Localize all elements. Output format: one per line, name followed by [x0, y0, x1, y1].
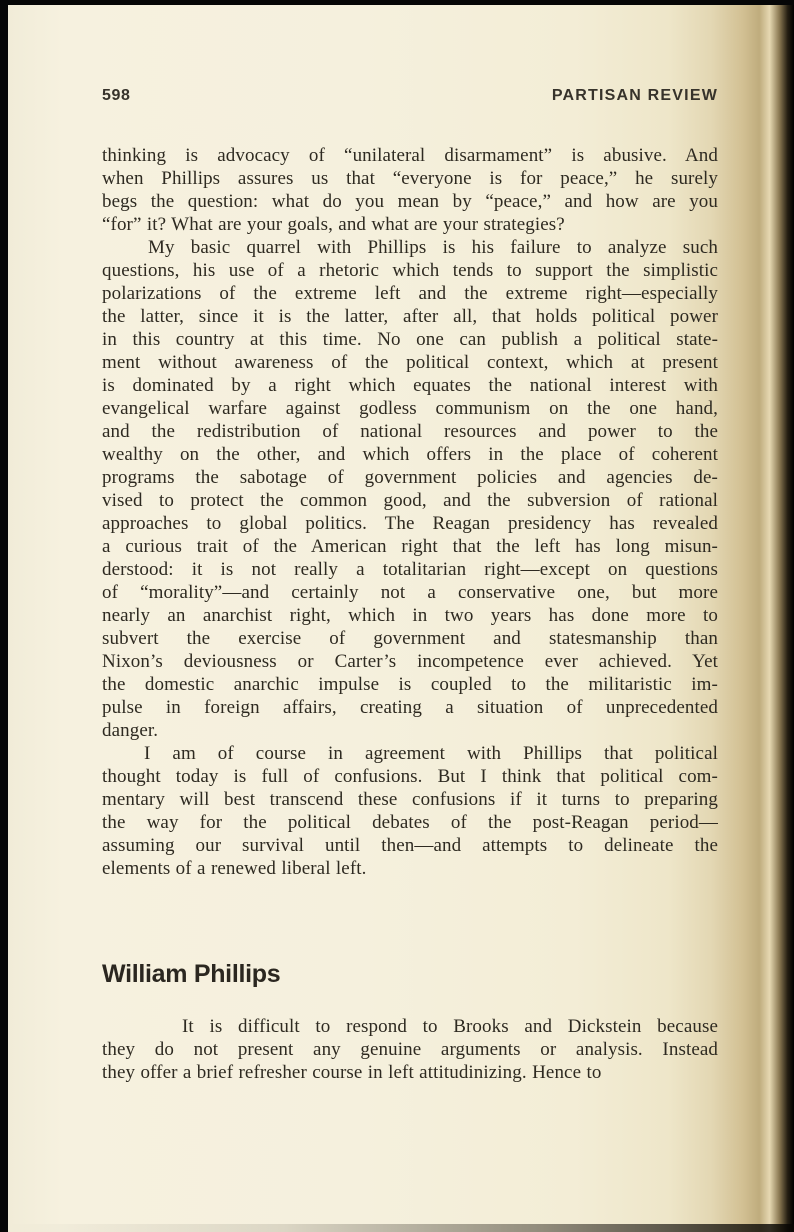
paragraph [102, 144, 718, 236]
text-line: derstood: it is not really a totalitarian right—except on questions [102, 559, 718, 580]
text-line: the latter, since it is the latter, after all, that holds political power [102, 306, 718, 327]
text-line: “for” it? What are your goals, and what are your strategies? [102, 214, 565, 235]
text-line: of “morality”—and certainly not a conservative one, but more [102, 582, 718, 603]
text-line: the domestic anarchic impulse is coupled to the militaristic im- [102, 674, 718, 695]
text-line: vised to protect the common good, and the subversion of rational [102, 490, 718, 511]
text-line: elements of a renewed liberal left. [102, 858, 367, 879]
text-line: pulse in foreign affairs, creating a situation of unprecedented [102, 697, 718, 718]
text-line: assuming our survival until then—and attempts to delineate the [102, 835, 718, 856]
text-line: they do not present any genuine arguments or analysis. Instead [102, 1039, 718, 1060]
text-line: is dominated by a right which equates the national interest with [102, 375, 718, 396]
text-line: the way for the political debates of the post-Reagan period— [102, 812, 718, 833]
text-line: ment without awareness of the political context, which at present [102, 352, 718, 373]
page-bottom-shadow [8, 1224, 794, 1232]
text-line: evangelical warfare against godless communism on the one hand, [102, 398, 718, 419]
book-page [8, 5, 794, 1232]
text-line: when Phillips assures us that “everyone is for peace,” he surely [102, 168, 718, 189]
text-line: My basic quarrel with Phillips is his failure to analyze such [148, 237, 718, 258]
text-line: It is difficult to respond to Brooks and Dickstein because [182, 1016, 718, 1037]
text-line: nearly an anarchist right, which in two years has done more to [102, 605, 718, 626]
text-line: they offer a brief refresher course in left attitudinizing. Hence to [102, 1062, 602, 1083]
text-line: and the redistribution of national resources and power to the [102, 421, 718, 442]
essay-text [102, 144, 718, 880]
page-content [102, 5, 718, 1084]
text-line: in this country at this time. No one can publish a political state- [102, 329, 718, 350]
text-line: thinking is advocacy of “unilateral disarmament” is abusive. And [102, 145, 718, 166]
text-line: thought today is full of confusions. But I think that political com- [102, 766, 718, 787]
section-heading: William Phillips [102, 960, 281, 988]
response-text [102, 1015, 718, 1084]
page-number: 598 [102, 87, 131, 104]
text-line: mentary will best transcend these confusions if it turns to preparing [102, 789, 718, 810]
text-line: programs the sabotage of government policies and agencies de- [102, 467, 718, 488]
text-line: begs the question: what do you mean by “peace,” and how are you [102, 191, 718, 212]
paragraph [102, 742, 718, 880]
text-line: wealthy on the other, and which offers in the place of coherent [102, 444, 718, 465]
text-line: I am of course in agreement with Phillips that political [144, 743, 718, 764]
journal-title: PARTISAN REVIEW [551, 87, 718, 104]
paragraph [102, 236, 718, 742]
running-header [102, 86, 718, 105]
text-line: subvert the exercise of government and statesmanship than [102, 628, 718, 649]
text-line: approaches to global politics. The Reagan presidency has revealed [102, 513, 718, 534]
text-line: Nixon’s deviousness or Carter’s incompetence ever achieved. Yet [102, 651, 718, 672]
text-line: polarizations of the extreme left and the extreme right—especially [102, 283, 718, 304]
text-line: questions, his use of a rhetoric which tends to support the simplistic [102, 260, 718, 281]
text-line: danger. [102, 720, 159, 741]
paragraph [102, 1015, 718, 1084]
text-line: a curious trait of the American right that the left has long misun- [102, 536, 718, 557]
